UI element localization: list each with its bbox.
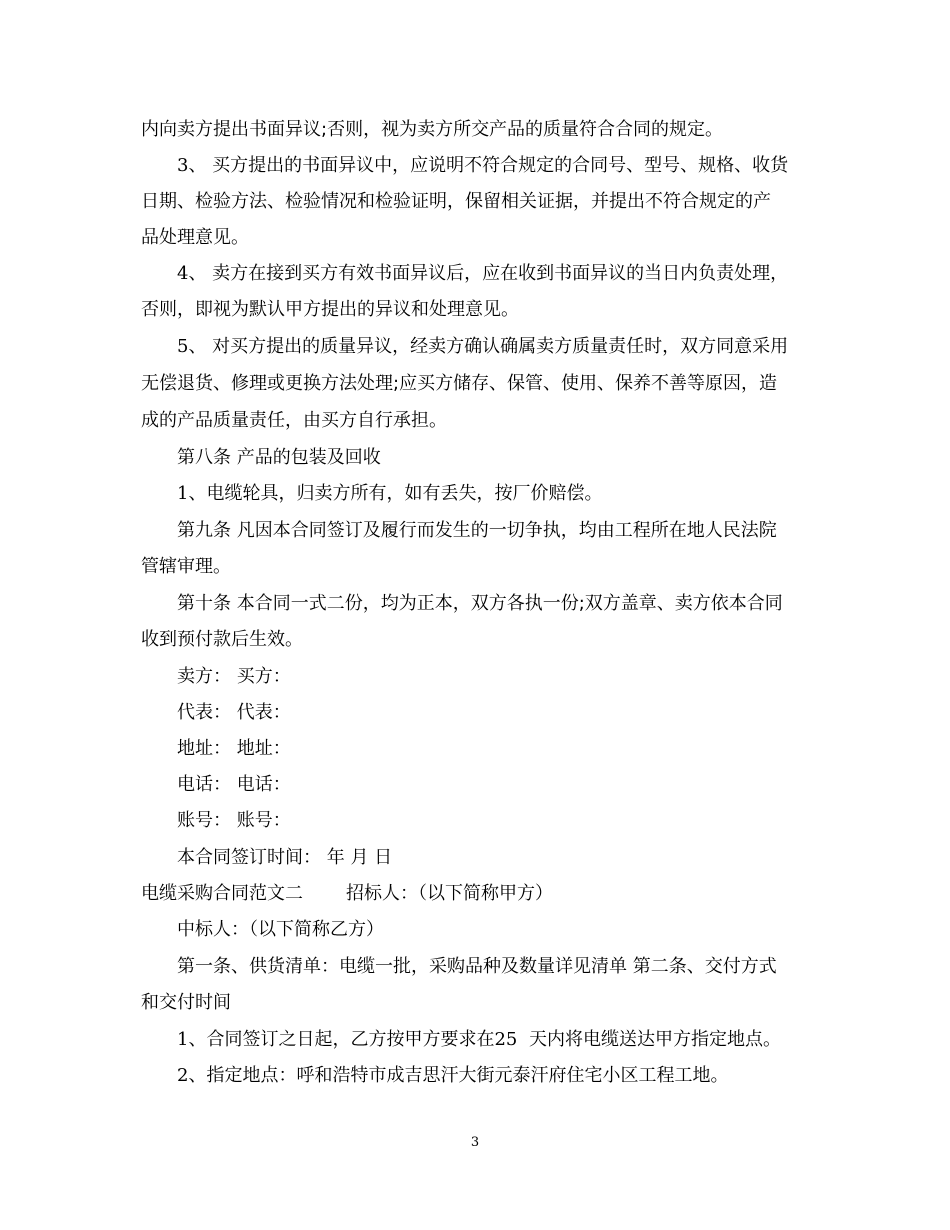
section-heading: 第十条 本合同一式二份，均为正本，双方各执一份;双方盖章、卖方依本合同 <box>177 593 783 614</box>
bidder-line: 中标人：（以下简称乙方） <box>177 919 384 940</box>
body-line: 和交付时间 <box>141 992 231 1013</box>
body-line: 1、合同签订之日起，乙方按甲方要求在25 <box>177 1029 518 1050</box>
body-line: 5、 对买方提出的质量异议，经卖方确认确属卖方质量责任时，双方同意采用 <box>177 336 789 357</box>
body-line: 品处理意见。 <box>141 227 249 248</box>
signature-field: 电话： 电话： <box>177 774 291 795</box>
signature-field: 卖方： 买方： <box>177 666 291 687</box>
body-line: 日期、检验方法、检验情况和检验证明，保留相关证据，并提出不符合规定的产 <box>141 191 771 212</box>
body-line: 3、 买方提出的书面异议中，应说明不符合规定的合同号、型号、规格、收货 <box>177 155 789 176</box>
signature-field: 代表： 代表： <box>177 702 291 723</box>
body-line: 收到预付款后生效。 <box>141 629 303 650</box>
signature-field: 地址： 地址： <box>177 738 291 759</box>
tenderer-line: 招标人：（以下简称甲方） <box>346 883 553 904</box>
body-line: 第一条、供货清单：电缆一批，采购品种及数量详见清单 第二条、交付方式 <box>177 956 777 977</box>
document-title: 电缆采购合同范文二 <box>141 883 303 904</box>
signing-date: 本合同签订时间： 年 月 日 <box>177 847 393 868</box>
body-line: 1、电缆轮具，归卖方所有，如有丢失，按厂价赔偿。 <box>177 483 603 504</box>
page-number: 3 <box>470 1135 480 1150</box>
signature-field: 账号： 账号： <box>177 810 291 831</box>
body-line: 成的产品质量责任，由买方自行承担。 <box>141 410 447 431</box>
body-line: 天内将电缆送达甲方指定地点。 <box>529 1029 781 1050</box>
section-heading: 第八条 产品的包装及回收 <box>177 447 381 468</box>
body-line: 无偿退货、修理或更换方法处理;应买方储存、保管、使用、保养不善等原因，造 <box>141 373 778 394</box>
body-line: 4、 卖方在接到买方有效书面异议后，应在收到书面异议的当日内负责处理， <box>177 263 789 284</box>
section-heading: 第九条 凡因本合同签订及履行而发生的一切争执，均由工程所在地人民法院 <box>177 520 777 541</box>
body-line: 管辖审理。 <box>141 556 231 577</box>
body-line: 2、指定地点：呼和浩特市成吉思汗大街元泰汗府住宅小区工程工地。 <box>177 1065 729 1086</box>
body-line: 内向卖方提出书面异议;否则，视为卖方所交产品的质量符合合同的规定。 <box>141 119 724 140</box>
body-line: 否则，即视为默认甲方提出的异议和处理意见。 <box>141 299 519 320</box>
